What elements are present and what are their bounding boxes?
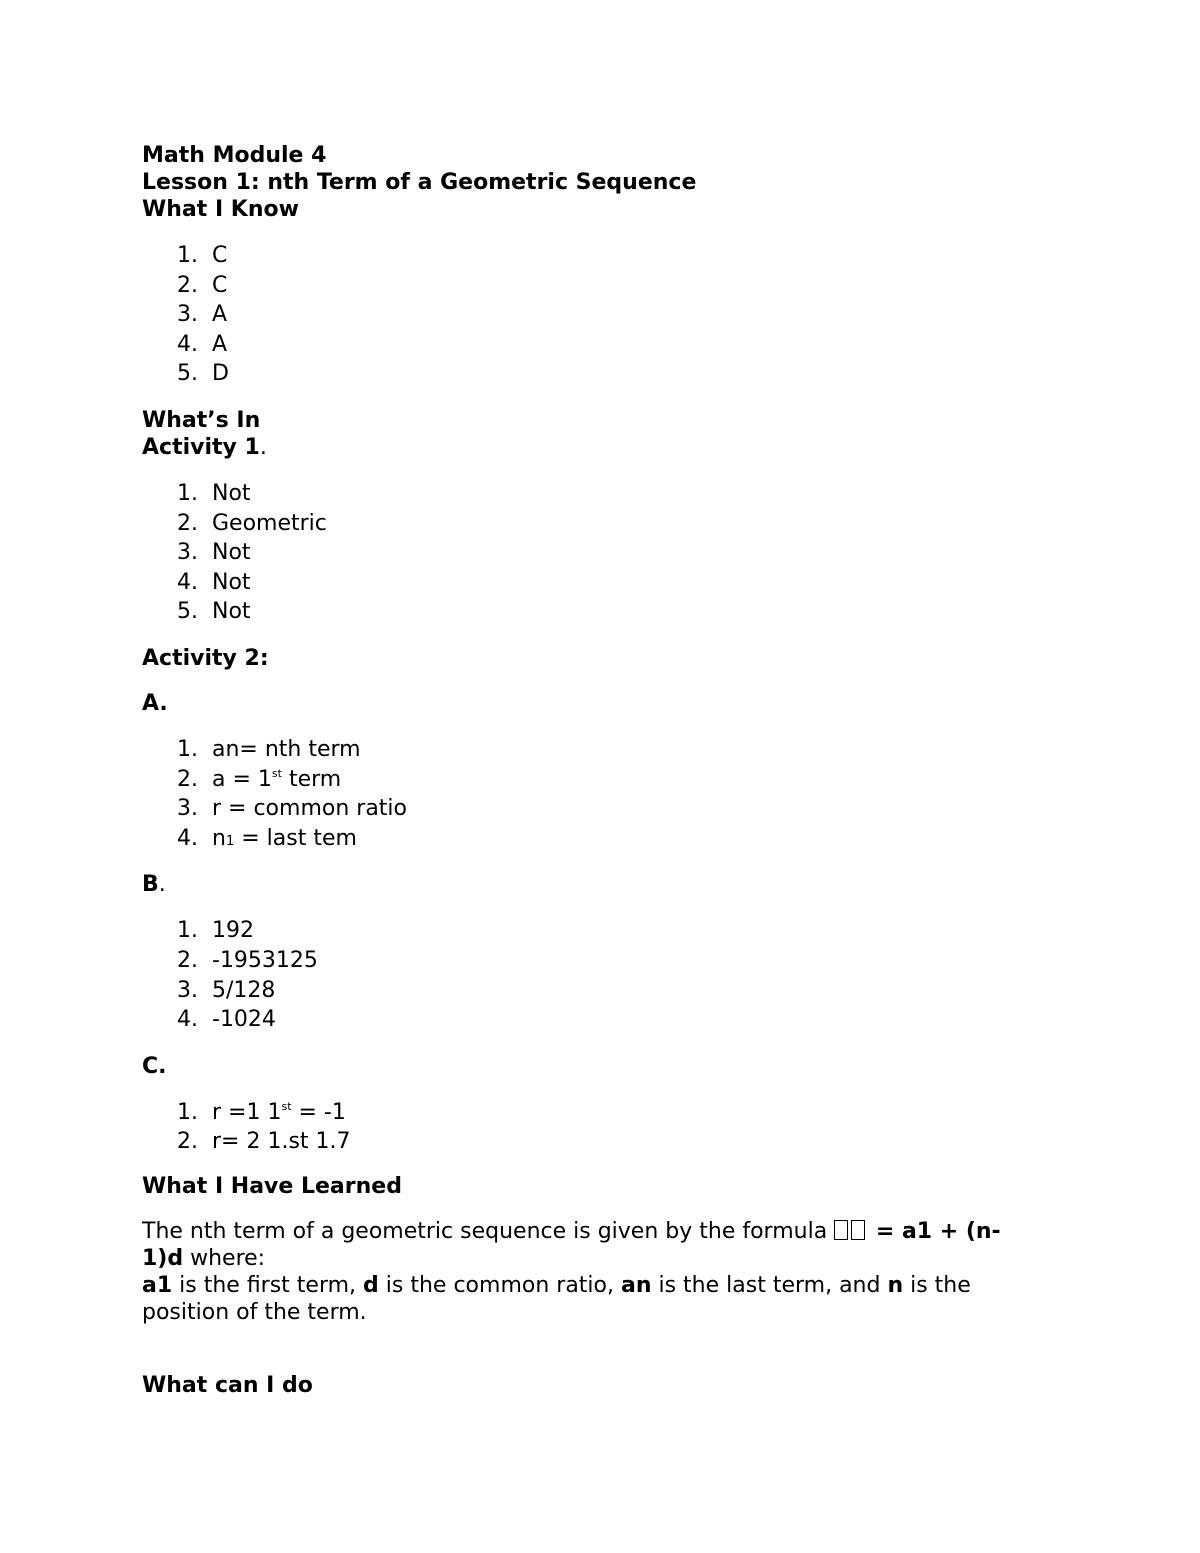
list-item: 3. Not [177,540,251,566]
module-title: Math Module 4 [142,143,327,168]
list-item: 3. 5/128 [177,977,276,1003]
what-i-know-heading: What I Know [142,197,299,222]
activity2-heading: Activity 2: [142,645,269,671]
section-c-label: C. [142,1053,167,1079]
activity1-list [142,479,1062,627]
list-item: 1. 192 [177,918,254,944]
list-item: 2. C [177,272,228,298]
list-item: 4. Not [177,569,251,595]
list-item: 1. an= nth term [177,736,361,762]
list-item: 1. C [177,243,228,268]
section-a-label: A. [142,690,168,716]
list-item: 3. r = common ratio [177,796,408,822]
section-b-label: B. [142,872,166,898]
document-page [142,142,1062,1399]
list-item: 3. A [177,302,228,328]
section-c-list [142,1098,1062,1157]
learned-paragraph: The nth term of a geometric sequence is given by the formula = a1 + (n- 1)d where: a1 is the first term, d is the common ratio, an is the last term, and n is the position of the term. [142,1218,1001,1325]
section-b-list [142,916,1062,1034]
list-item: 2. -1953125 [177,947,318,973]
learned-heading: What I Have Learned [142,1173,402,1199]
list-item: 4. -1024 [177,1007,276,1033]
list-item: 5. D [177,361,229,387]
what-i-know-list [142,241,1062,389]
missing-glyph-icon [834,1220,848,1240]
list-item: 1. r =1 1st = -1 [177,1099,346,1125]
list-item: 4. A [177,331,228,357]
whats-in-heading: What’s In [142,407,261,433]
list-item: 1. Not [177,480,251,506]
list-item: 2. a = 1st term [177,766,342,792]
list-item: 2. r= 2 1.st 1.7 [177,1129,351,1155]
lesson-title: Lesson 1: nth Term of a Geometric Sequence [142,170,697,195]
what-can-i-do-heading: What can I do [142,1372,313,1398]
missing-glyph-icon [851,1220,865,1240]
section-a-list [142,735,1062,853]
activity1-heading: Activity 1. [142,434,267,460]
list-item: 5. Not [177,599,251,625]
list-item: 2. Geometric [177,510,327,536]
list-item: 4. n1 = last tem [177,825,357,851]
